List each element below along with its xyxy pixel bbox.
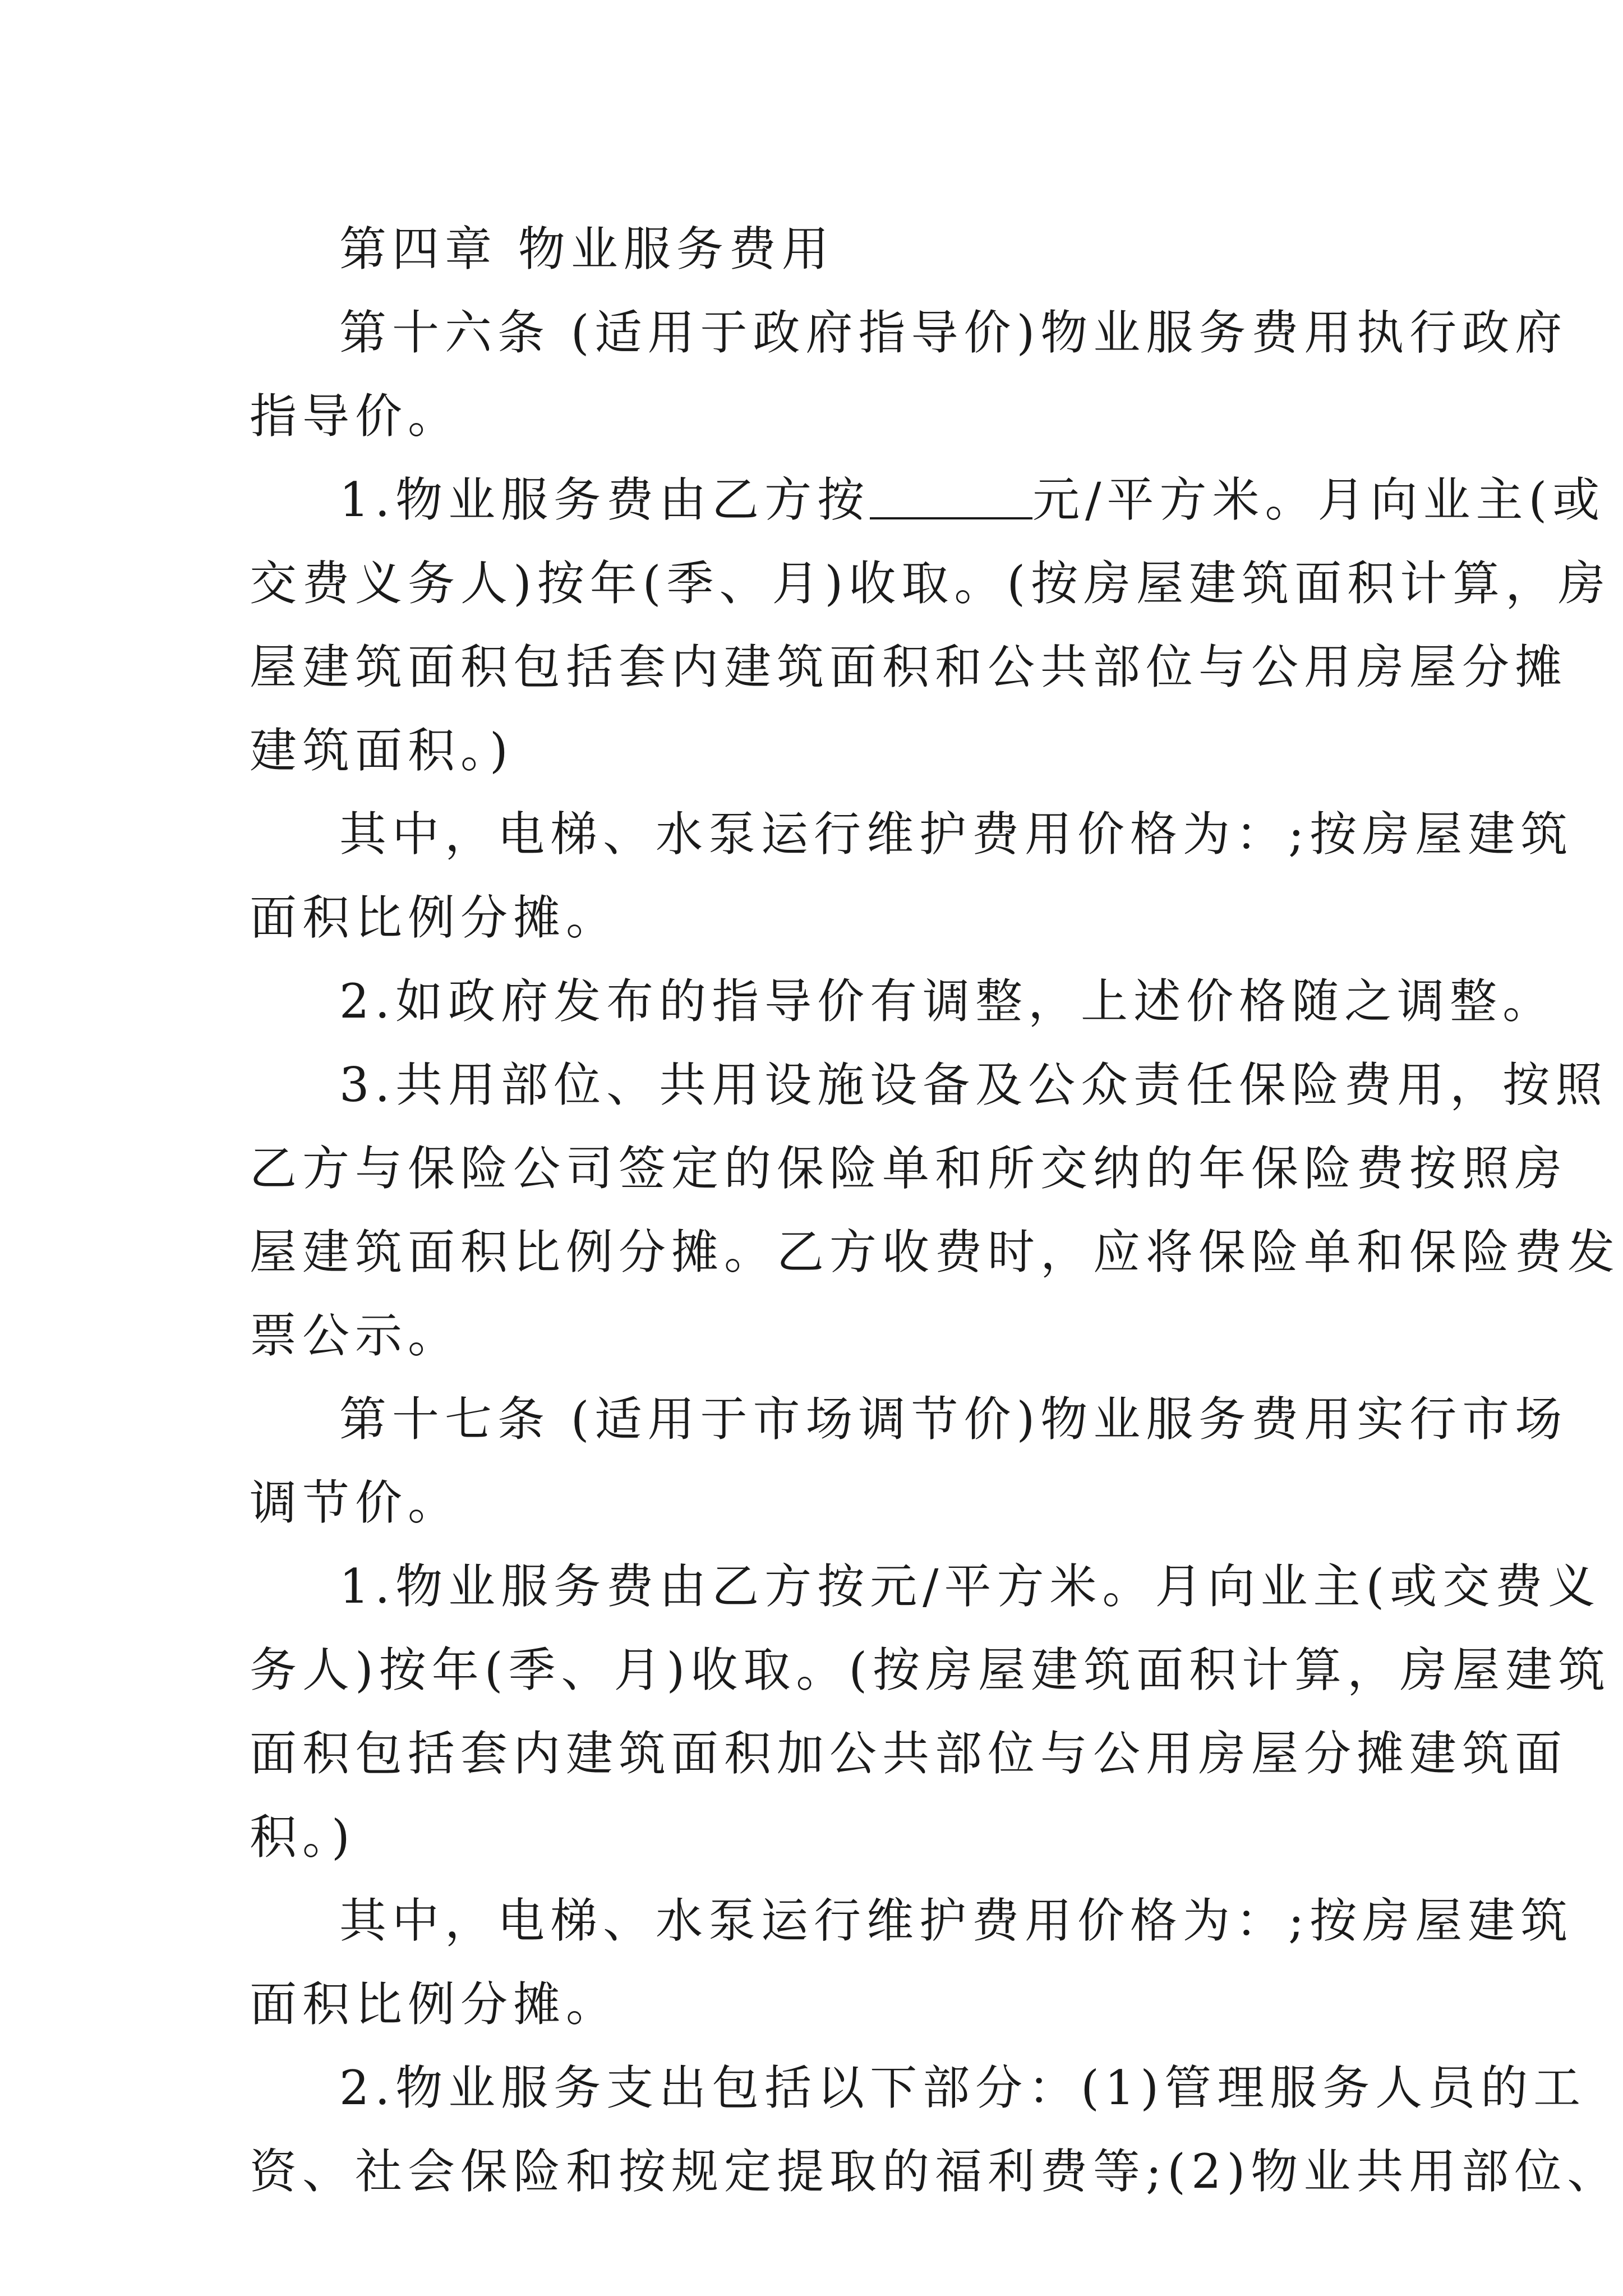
article17-heading-line1: 第十七条 (适用于市场调节价)物业服务费用实行市场	[339, 1392, 1568, 1447]
fill-in-blank	[870, 470, 1032, 519]
article16-item3-line3: 屋建筑面积比例分摊。乙方收费时，应将保险单和保险费发	[250, 1225, 1621, 1280]
article16-item1-text-before-blank: 1.物业服务费由乙方按	[339, 472, 870, 527]
document-body	[250, 208, 1621, 2214]
article17-item1-line1: 1.物业服务费由乙方按元/平方米。月向业主(或交费义	[339, 1559, 1601, 1614]
article16-heading-line1: 第十六条 (适用于政府指导价)物业服务费用执行政府	[339, 305, 1568, 360]
article16-elevator-line1: 其中，电梯、水泵运行维护费用价格为：;按房屋建筑	[339, 807, 1574, 862]
article16-elevator-line2: 面积比例分摊。	[250, 890, 619, 945]
article16-item1-line4: 建筑面积。)	[250, 723, 514, 778]
article16-item3-line2: 乙方与保险公司签定的保险单和所交纳的年保险费按照房	[250, 1141, 1568, 1196]
article17-elevator-line2: 面积比例分摊。	[250, 1977, 619, 2032]
article16-item1-line3: 屋建筑面积包括套内建筑面积和公共部位与公用房屋分摊	[250, 639, 1568, 694]
article17-item1-line2: 务人)按年(季、月)收取。(按房屋建筑面积计算，房屋建筑	[250, 1642, 1611, 1697]
article16-item1-line1	[250, 458, 1606, 542]
article17-item1-line3: 面积包括套内建筑面积加公共部位与公用房屋分摊建筑面	[250, 1726, 1568, 1781]
article17-item1-line4: 积。)	[250, 1810, 356, 1865]
article17-item2-line2: 资、社会保险和按规定提取的福利费等;(2)物业共用部位、	[250, 2144, 1620, 2199]
chapter-title: 第四章 物业服务费用	[339, 222, 834, 277]
article16-item1-line2: 交费义务人)按年(季、月)收取。(按房屋建筑面积计算，房	[250, 556, 1611, 611]
article16-item3-line1: 3.共用部位、共用设施设备及公众责任保险费用，按照	[339, 1057, 1608, 1112]
article16-item2: 2.如政府发布的指导价有调整，上述价格随之调整。	[339, 974, 1556, 1029]
article16-item3-line4: 票公示。	[250, 1308, 461, 1363]
article17-heading-line2: 调节价。	[250, 1475, 461, 1530]
article17-item2-line1: 2.物业服务支出包括以下部分：(1)管理服务人员的工	[339, 2060, 1587, 2115]
article16-item1-text-after-blank: 元/平方米。月向业主(或	[1032, 472, 1606, 527]
article17-elevator-line1: 其中，电梯、水泵运行维护费用价格为：;按房屋建筑	[339, 1893, 1574, 1948]
article16-heading-line2: 指导价。	[250, 389, 461, 444]
